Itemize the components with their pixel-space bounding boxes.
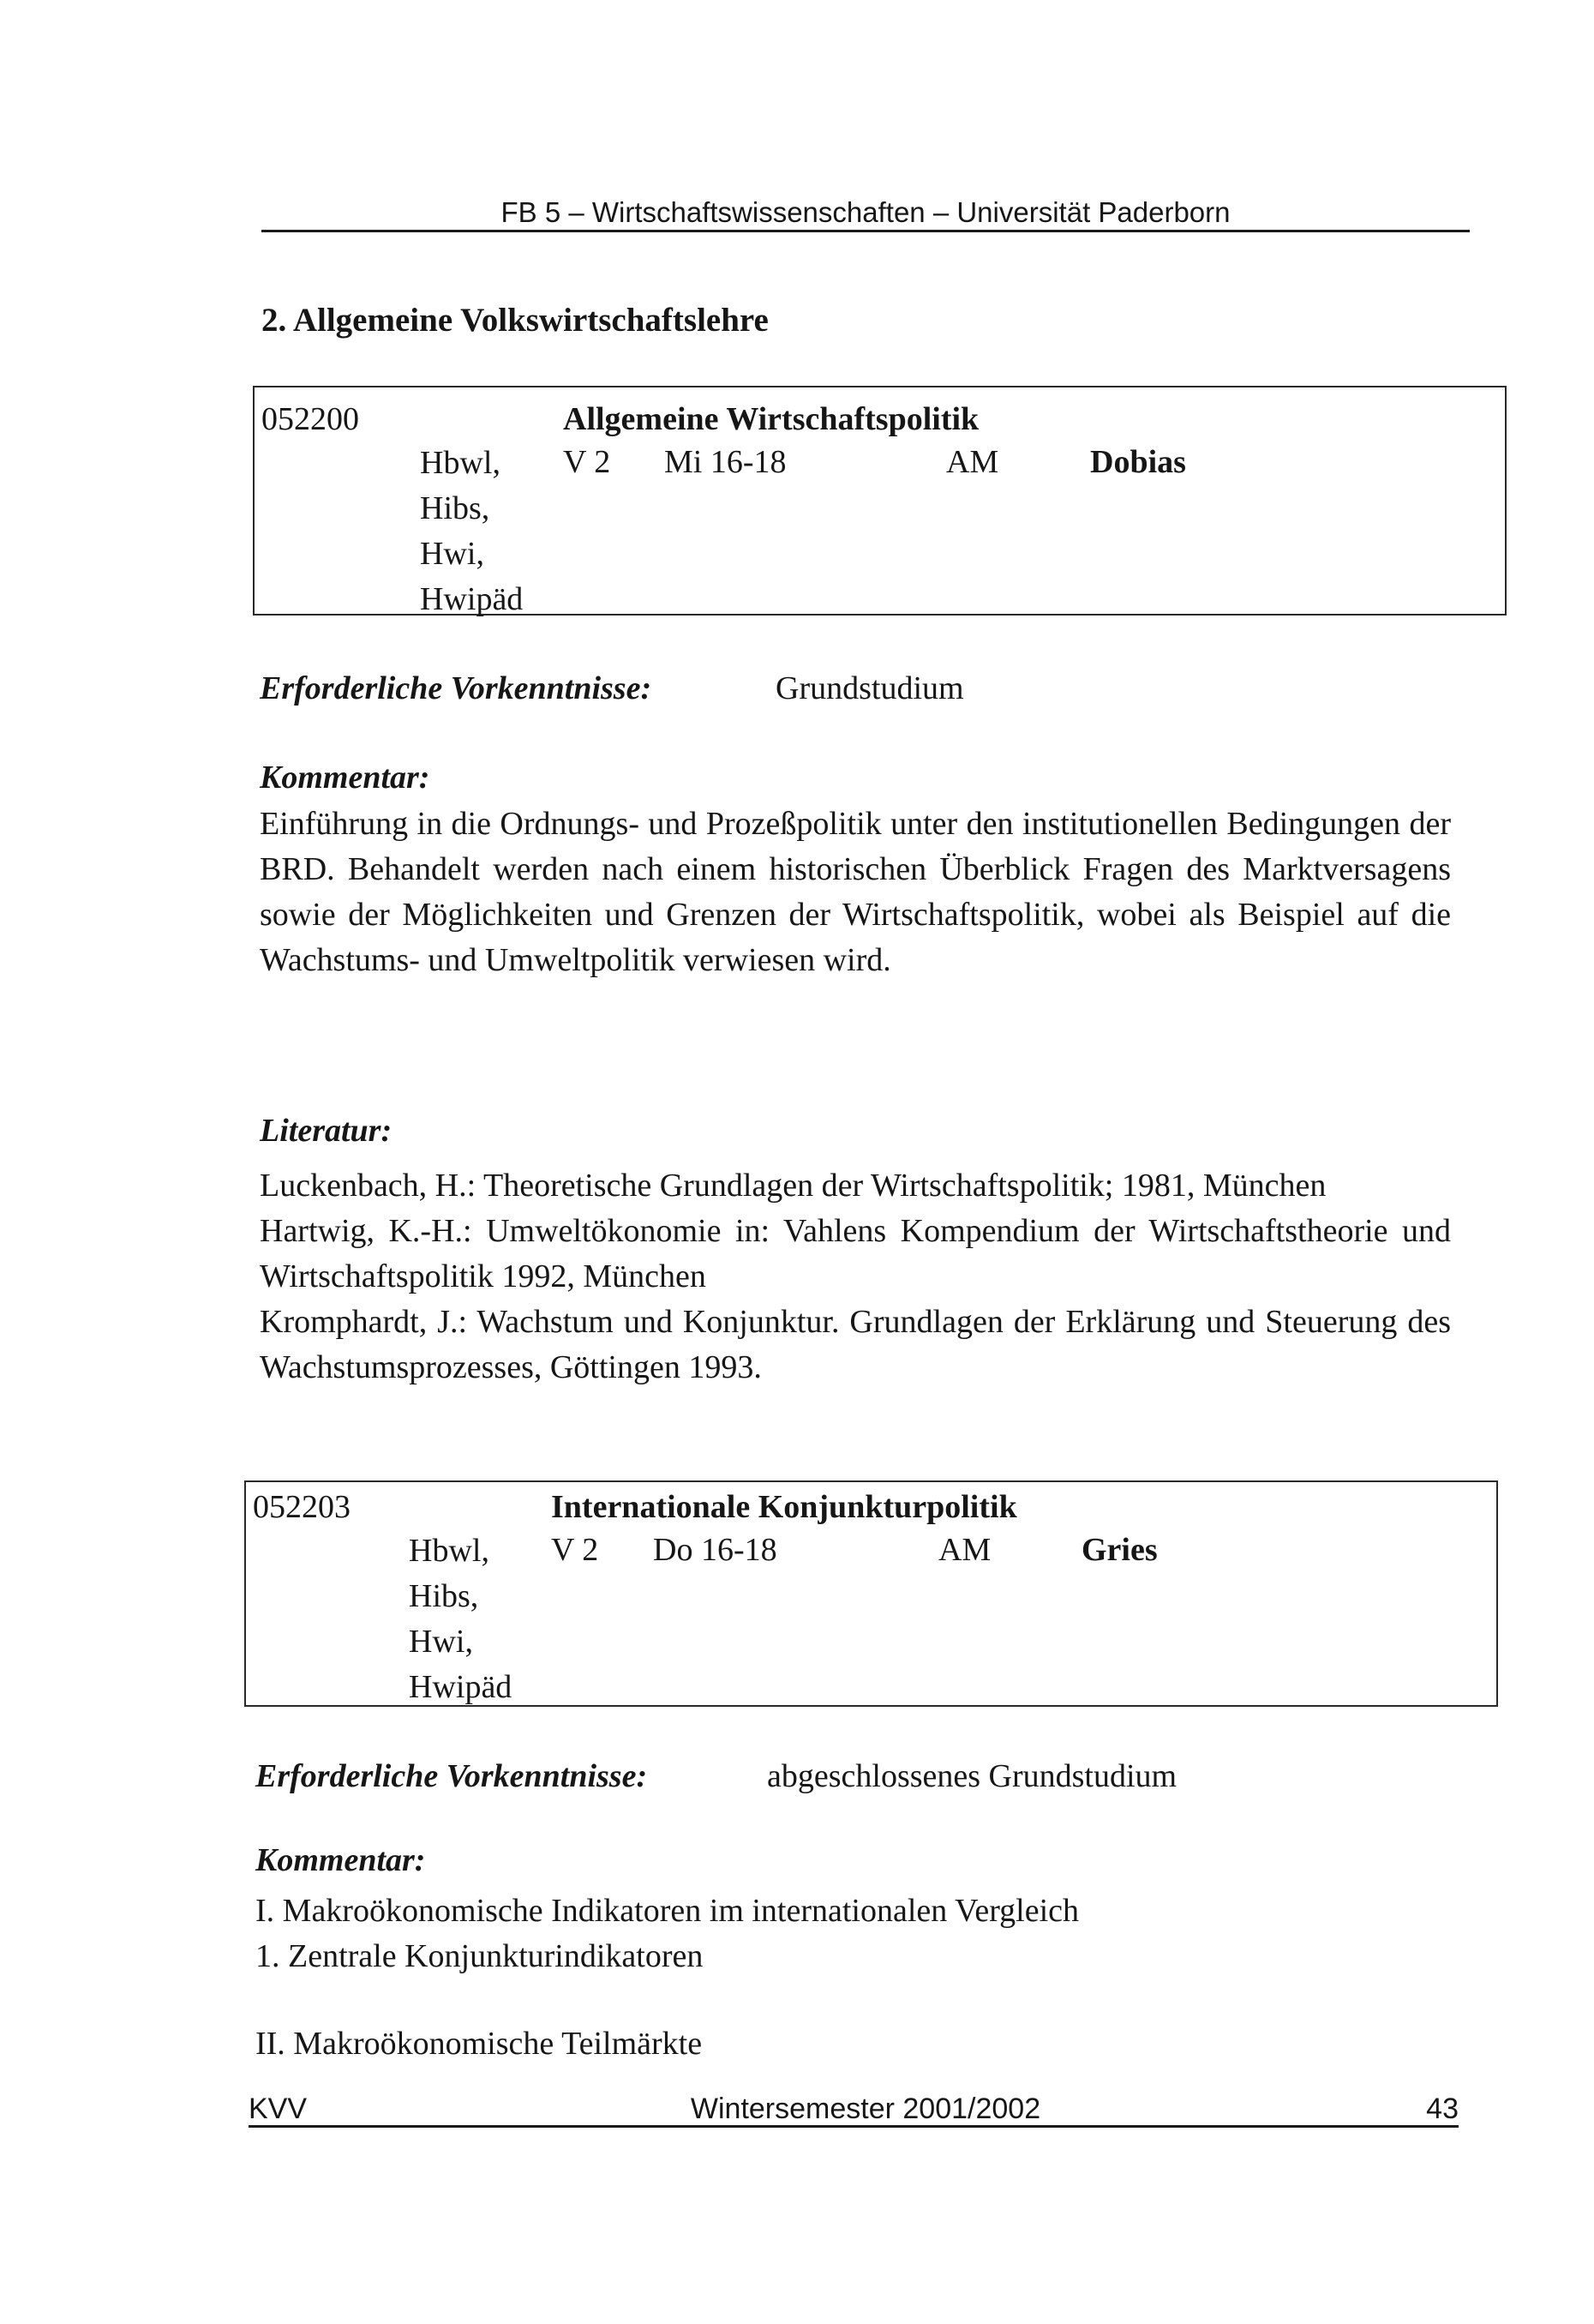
course-time: Mi 16-18 <box>664 444 787 480</box>
program-item: Hbwl, <box>420 445 500 481</box>
program-item: Hwipäd <box>409 1669 512 1705</box>
page-number: 43 <box>1426 2093 1459 2125</box>
course-programs <box>420 441 523 622</box>
course-room: AM <box>946 444 999 480</box>
footer-left: KVV <box>249 2093 308 2125</box>
footer-rule <box>249 2125 1459 2128</box>
prereq-value: Grundstudium <box>776 670 964 706</box>
section-title: 2. Allgemeine Volkswirtschaftslehre <box>261 302 769 339</box>
program-item: Hibs, <box>409 1578 479 1614</box>
literature-entry: Hartwig, K.-H.: Umweltökonomie in: Vahlens Kompendium der Wirtschaftstheorie und Wirtschaftspolitik 1992, München <box>260 1213 1451 1294</box>
literature-entry: Luckenbach, H.: Theoretische Grundlagen der Wirtschaftspolitik; 1981, München <box>260 1168 1327 1204</box>
comment-line: 1. Zentrale Konjunkturindikatoren <box>255 1938 704 1974</box>
comment-line: I. Makroökonomische Indikatoren im internationalen Vergleich <box>255 1893 1080 1929</box>
footer-center: Wintersemester 2001/2002 <box>690 2093 1041 2125</box>
course-title: Internationale Konjunkturpolitik <box>551 1489 1017 1525</box>
course-title: Allgemeine Wirtschaftspolitik <box>563 401 980 437</box>
comment-label: Kommentar: <box>260 760 430 796</box>
header-rule <box>261 230 1470 232</box>
course-time: Do 16-18 <box>653 1532 777 1568</box>
course-room: AM <box>938 1532 992 1568</box>
literature-entry: Kromphardt, J.: Wachstum und Konjunktur. Grundlagen der Erklärung und Steuerung des Wachstumsprozesses, Göttingen 1993. <box>260 1304 1451 1385</box>
course-number: 052200 <box>261 401 359 437</box>
comment-lines <box>255 1889 1079 1979</box>
course-number: 052203 <box>253 1489 351 1525</box>
program-item: Hibs, <box>420 490 490 526</box>
course-lecturer: Dobias <box>1090 444 1186 480</box>
program-item: Hwipäd <box>420 581 524 617</box>
course-programs <box>409 1528 512 1710</box>
course-type: V 2 <box>563 444 611 480</box>
prereq-label: Erforderliche Vorkenntnisse: <box>255 1758 648 1794</box>
program-item: Hbwl, <box>409 1533 489 1569</box>
course-type: V 2 <box>551 1532 599 1568</box>
program-item: Hwi, <box>409 1624 473 1660</box>
running-header: FB 5 – Wirtschaftswissenschaften – Universität Paderborn <box>500 196 1231 228</box>
course-box-052200 <box>253 386 1507 616</box>
comment-text: Einführung in die Ordnungs- und Prozeßpolitik unter den institutionellen Bedingungen der BRD. Behandelt werden nach einem historischen Überblick Fragen des Marktversagens sowie der Möglichkeiten und Grenzen der Wirtschaftspolitik, wobei als Beispiel auf die Wachstums- und Umweltpolitik verwiesen wird. <box>260 806 1451 978</box>
course-box-052203 <box>244 1480 1498 1707</box>
program-item: Hwi, <box>420 536 484 572</box>
prereq-label: Erforderliche Vorkenntnisse: <box>260 670 652 706</box>
prereq-value: abgeschlossenes Grundstudium <box>767 1758 1178 1794</box>
comment-label: Kommentar: <box>255 1842 426 1878</box>
literature-label: Literatur: <box>260 1113 393 1149</box>
course-lecturer: Gries <box>1082 1532 1158 1568</box>
comment-line: II. Makroökonomische Teilmärkte <box>255 2026 703 2062</box>
